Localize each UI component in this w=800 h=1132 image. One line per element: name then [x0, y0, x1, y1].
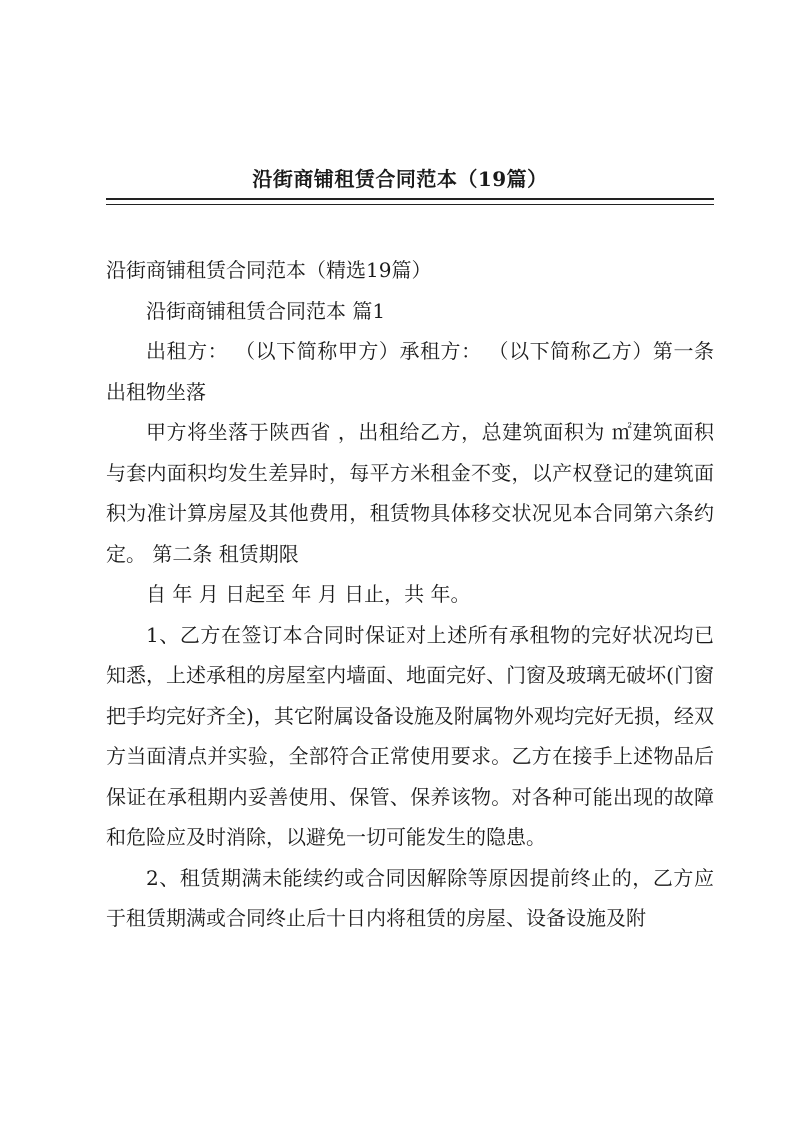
- paragraph-subtitle: 沿街商铺租赁合同范本（精选19篇）: [106, 258, 432, 282]
- title-divider: [106, 198, 714, 205]
- document-body: [106, 250, 714, 939]
- paragraph-clause-2: 2、租赁期满未能续约或合同因解除等原因提前终止的，乙方应于租赁期满或合同终止后十日内将租赁的房屋、设备设施及附: [106, 865, 714, 930]
- paragraph-section-heading: 沿街商铺租赁合同范本 篇1: [146, 298, 386, 323]
- paragraph-location: 甲方将坐落于陕西省 ，出租给乙方，总建筑面积为 ㎡建筑面积与套内面积均发生差异时，每平方米租金不变，以产权登记的建筑面积为准计算房屋及其他费用，租赁物具体移交状况见本合同第六条约定。 第二条 租赁期限: [106, 420, 714, 566]
- paragraph-clause-1: 1、乙方在签订本合同时保证对上述所有承租物的完好状况均已知悉，上述承租的房屋室内墙面、地面完好、门窗及玻璃无破坏(门窗把手均完好齐全)，其它附属设备设施及附属物外观均完好无损，经双方当面清点并实验，全部符合正常使用要求。乙方在接手上述物品后保证在承租期内妥善使用、保管、保养该物。对各种可能出现的故障和危险应及时消除，以避免一切可能发生的隐患。: [106, 622, 714, 849]
- document-title: 沿街商铺租赁合同范本（19篇）: [252, 167, 548, 191]
- paragraph-parties: 出租方： （以下简称甲方）承租方： （以下简称乙方）第一条 出租物坐落: [106, 339, 714, 404]
- paragraph-term: 自 年 月 日起至 年 月 日止，共 年。: [146, 582, 471, 606]
